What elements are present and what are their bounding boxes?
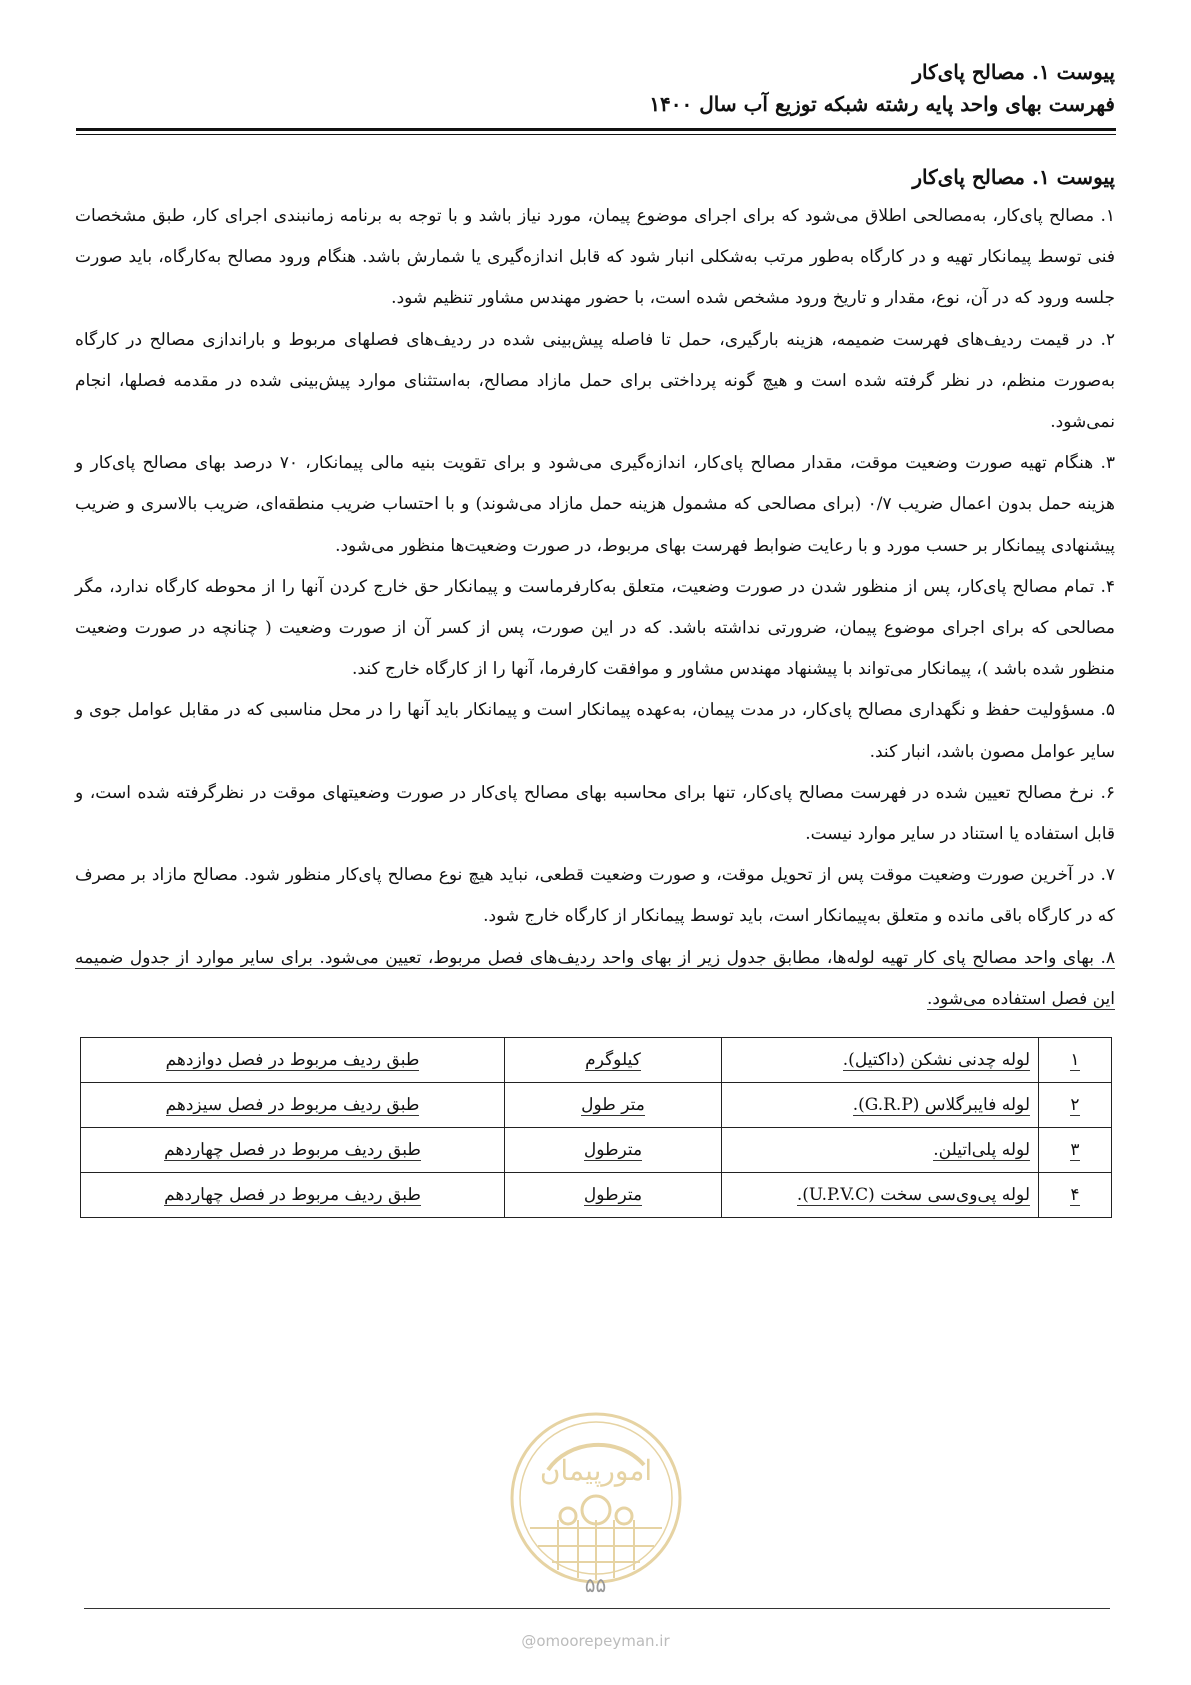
row-number: ۳: [1039, 1128, 1112, 1173]
table-row: [81, 1038, 1112, 1083]
section-title: پیوست ۱. مصالح پای‌کار: [912, 165, 1115, 189]
page-header: [75, 56, 1115, 120]
pipe-description: لوله فایبرگلاس (G.R.P).: [722, 1083, 1039, 1128]
pipe-description: لوله چدنی نشکن (داکتیل).: [722, 1038, 1039, 1083]
page-number: ۵۵: [584, 1573, 607, 1597]
footer-site-link[interactable]: @omoorepeyman.ir: [521, 1632, 670, 1650]
unit-cell: کیلوگرم: [505, 1038, 722, 1083]
pipe-description: لوله پلی‌اتیلن.: [722, 1128, 1039, 1173]
reference-cell: طبق ردیف مربوط در فصل چهاردهم: [81, 1128, 505, 1173]
table-row: [81, 1083, 1112, 1128]
paragraph-2: ۲. در قیمت ردیف‌های فهرست ضمیمه، هزینه بارگیری، حمل تا فاصله پیش‌بینی شده در ردیف‌های فصلهای مربوط و باراندازی مصالح در کارگاه به‌صورت منظم، در نظر گرفته شده است و هیچ گونه پرداختی برای حمل مازاد مصالح، به‌استثنای موارد پیش‌بینی شده در مقدمه فصلها، انجام نمی‌شود.: [75, 329, 1115, 433]
watermark-logo-text: امورپیمان: [539, 1454, 653, 1487]
page-body: [75, 160, 1115, 1020]
paragraph-3: ۳. هنگام تهیه صورت وضعیت موقت، مقدار مصالح پای‌کار، اندازه‌گیری می‌شود و برای تقویت بنیه مالی پیمانکار، ۷۰ درصد بهای مصالح پای‌کار و هزینه حمل بدون اعمال ضریب ۰/۷ (برای مصالحی که مشمول هزینه حمل مازاد می‌شوند) و با احتساب ضریب منطقه‌ای، ضریب بالاسری و ضریب پیشنهادی پیمانکار بر حسب مورد و با رعایت ضوابط فهرست بهای مربوط، در صورت وضعیت‌ها منظور می‌شود.: [75, 453, 1116, 556]
row-number: ۱: [1039, 1038, 1112, 1083]
table-row: [81, 1128, 1112, 1173]
paragraph-8-text: ۸. بهای واحد مصالح پای کار تهیه لوله‌ها، مطابق جدول زیر از بهای واحد ردیف‌های فصل مربوط، تعیین می‌شود. برای سایر موارد از جدول ضمیمه این فصل استفاده می‌شود.: [75, 947, 1115, 1009]
pipe-price-table: [80, 1037, 1112, 1218]
row-number: ۴: [1039, 1173, 1112, 1218]
reference-cell: طبق ردیف مربوط در فصل دوازدهم: [81, 1038, 505, 1083]
paragraph-5: ۵. مسؤولیت حفظ و نگهداری مصالح پای‌کار، در مدت پیمان، به‌عهده پیمانکار است و پیمانکار باید آنها را در محل مناسبی که در مقابل عوامل جوی و سایر عوامل مصون باشد، انبار کند.: [75, 700, 1115, 762]
header-appendix-title: پیوست ۱. مصالح پای‌کار: [912, 60, 1115, 84]
reference-cell: طبق ردیف مربوط در فصل سیزدهم: [81, 1083, 505, 1128]
header-rule-thick: [76, 128, 1116, 131]
paragraph-6: ۶. نرخ مصالح تعیین شده در فهرست مصالح پای‌کار، تنها برای محاسبه بهای مصالح پای‌کار در صورت وضعیتهای موقت در نظرگرفته شده است، و قابل استفاده یا استناد در سایر موارد نیست.: [75, 782, 1115, 845]
paragraph-7: ۷. در آخرین صورت وضعیت موقت پس از تحویل موقت، و صورت وضعیت قطعی، نباید هیچ نوع مصالح پای‌کار منظور شود. مصالح مازاد بر مصرف که در کارگاه باقی مانده و متعلق به‌پیمانکار است، باید توسط پیمانکار از کارگاه خارج شود.: [75, 865, 1115, 927]
header-price-list-title: فهرست بهای واحد پایه رشته شبکه توزیع آب سال ۱۴۰۰: [649, 92, 1115, 116]
paragraph-8: [75, 938, 1115, 1020]
unit-cell: متر طول: [505, 1083, 722, 1128]
table-row: [81, 1173, 1112, 1218]
unit-cell: مترطول: [505, 1173, 722, 1218]
footer-rule: [84, 1608, 1110, 1609]
watermark-seal-icon: [508, 1410, 684, 1586]
row-number: ۲: [1039, 1083, 1112, 1128]
pipe-description: لوله پی‌وی‌سی سخت (U.P.V.C).: [722, 1173, 1039, 1218]
header-rule-thin: [76, 134, 1116, 135]
paragraph-4: ۴. تمام مصالح پای‌کار، پس از منظور شدن در صورت وضعیت، متعلق به‌کارفرماست و پیمانکار حق خارج کردن آنها را از محوطه کارگاه ندارد، مگر مصالحی که برای اجرای موضوع پیمان، ضرورتی نداشته باشد. که در این صورت، پس از کسر آن از صورت وضعیت ( چنانچه در صورت وضعیت منظور شده باشد )، پیمانکار می‌تواند با پیشنهاد مهندس مشاور و موافقت کارفرما، آنها را از کارگاه خارج کند.: [75, 576, 1115, 680]
paragraph-1: ۱. مصالح پای‌کار، به‌مصالحی اطلاق می‌شود که برای اجرای موضوع پیمان، مورد نیاز باشد و با توجه به برنامه زمانبندی اجرای کار، طبق مشخصات فنی توسط پیمانکار تهیه و در کارگاه به‌طور مرتب به‌شکلی انبار شود که قابل اندازه‌گیری یا شمارش باشد. هنگام ورود مصالح به‌کارگاه، باید صورت جلسه ورود که در آن، نوع، مقدار و تاریخ ورود مشخص شده است، با حضور مهندس مشاور تنظیم شود.: [75, 206, 1115, 309]
reference-cell: طبق ردیف مربوط در فصل چهاردهم: [81, 1173, 505, 1218]
unit-cell: مترطول: [505, 1128, 722, 1173]
